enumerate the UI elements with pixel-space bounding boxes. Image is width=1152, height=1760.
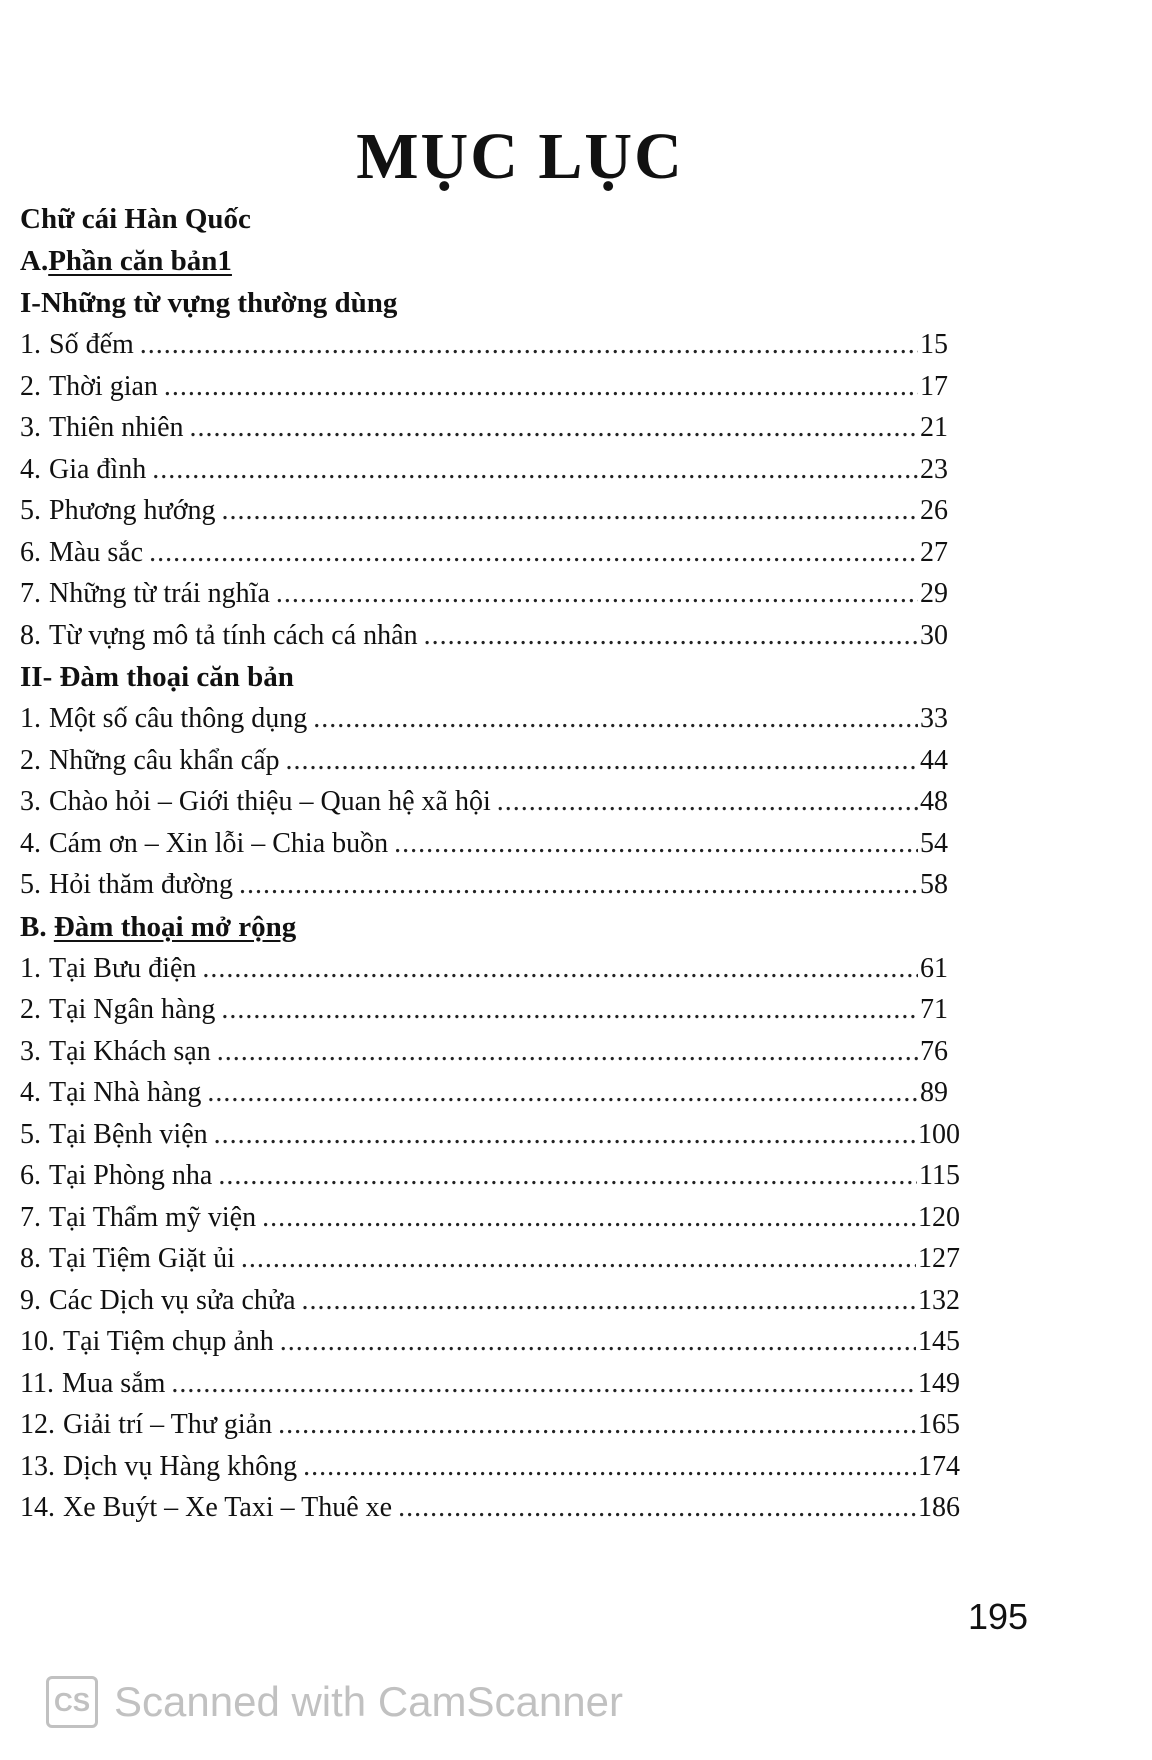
entry-label: Màu sắc: [49, 536, 144, 568]
dot-leader: [202, 948, 918, 990]
dot-leader: [286, 740, 918, 782]
dot-leader: [218, 1155, 917, 1197]
entry-label: Những câu khẩn cấp: [49, 744, 280, 776]
entry-label: Dịch vụ Hàng không: [63, 1450, 298, 1482]
toc-entry: [20, 1072, 960, 1114]
toc-entry: [20, 1031, 960, 1073]
dot-leader: [214, 1114, 916, 1156]
entry-label: Thời gian: [49, 370, 158, 402]
section-heading-text: Phần căn bản1: [48, 245, 232, 277]
dot-leader: [313, 698, 918, 740]
entry-page: 149: [918, 1367, 960, 1399]
entry-number: 5.: [20, 869, 41, 900]
entry-page: 127: [918, 1243, 960, 1274]
entry-label: Từ vựng mô tả tính cách cá nhân: [49, 619, 418, 651]
section-heading: [20, 198, 960, 240]
toc-entry: [20, 823, 960, 865]
entry-number: 3.: [20, 412, 41, 443]
toc-entry: [20, 1155, 960, 1197]
entry-label: Những từ trái nghĩa: [49, 578, 270, 609]
entry-label: Mua sắm: [61, 1367, 166, 1399]
toc-entry: [20, 1280, 960, 1322]
toc-entry: [20, 490, 960, 532]
toc-entry: [20, 366, 960, 408]
entry-page: 76: [920, 1035, 948, 1067]
entry-label: Thiên nhiên: [49, 412, 184, 443]
dot-leader: [303, 1446, 916, 1488]
section-heading: [20, 240, 960, 282]
entry-page: 89: [920, 1077, 948, 1108]
entry-page: 17: [920, 370, 948, 402]
entry-label: Tại Nhà hàng: [49, 1077, 202, 1108]
dot-leader: [262, 1197, 916, 1239]
entry-page: 30: [920, 619, 948, 651]
entry-number: 3.: [20, 1035, 41, 1067]
section-prefix: A.: [20, 245, 49, 277]
toc-entry: [20, 948, 960, 990]
entry-page: 186: [918, 1492, 960, 1523]
entry-number: 7.: [20, 578, 41, 609]
entry-number: 6.: [20, 1160, 41, 1191]
section-heading: [20, 656, 960, 698]
toc-entry: [20, 1197, 960, 1239]
entry-number: 5.: [20, 1118, 41, 1150]
entry-label: Xe Buýt – Xe Taxi – Thuê xe: [63, 1492, 393, 1523]
entry-label: Tại Thẩm mỹ viện: [49, 1201, 257, 1233]
entry-number: 14.: [20, 1492, 55, 1523]
entry-label: Giải trí – Thư giản: [63, 1409, 273, 1440]
dot-leader: [276, 573, 918, 615]
entry-page: 29: [920, 578, 948, 609]
entry-number: 13.: [20, 1450, 55, 1482]
dot-leader: [398, 1487, 916, 1529]
toc-entry: [20, 573, 960, 615]
watermark-text: Scanned with CamScanner: [114, 1678, 623, 1725]
entry-number: 3.: [20, 786, 41, 817]
entry-label: Cám ơn – Xin lỗi – Chia buồn: [49, 827, 389, 859]
entry-number: 8.: [20, 1243, 41, 1274]
entry-page: 27: [920, 536, 948, 568]
entry-page: 132: [918, 1284, 960, 1316]
table-of-contents: [20, 198, 960, 1529]
toc-entry: [20, 698, 960, 740]
dot-leader: [140, 324, 918, 366]
entry-number: 4.: [20, 453, 41, 485]
camscanner-logo-icon: CS: [46, 1676, 98, 1728]
entry-number: 2.: [20, 994, 41, 1025]
entry-number: 11.: [20, 1367, 54, 1399]
dot-leader: [164, 366, 918, 408]
page-number: 195: [968, 1596, 1029, 1637]
toc-entry: [20, 1114, 960, 1156]
entry-page: 165: [918, 1409, 960, 1440]
toc-entry: [20, 532, 960, 574]
dot-leader: [149, 532, 918, 574]
entry-number: 4.: [20, 827, 41, 859]
dot-leader: [497, 781, 918, 823]
toc-entry: [20, 324, 960, 366]
dot-leader: [217, 1031, 918, 1073]
entry-page: 54: [920, 827, 948, 859]
camscanner-watermark: [46, 1676, 623, 1728]
entry-page: 71: [920, 994, 948, 1025]
entry-number: 7.: [20, 1201, 41, 1233]
dot-leader: [241, 1238, 916, 1280]
entry-number: 6.: [20, 536, 41, 568]
entry-number: 2.: [20, 370, 41, 402]
toc-entry: [20, 864, 960, 906]
dot-leader: [239, 864, 918, 906]
entry-label: Tại Tiệm chụp ảnh: [63, 1326, 274, 1357]
toc-entry: [20, 781, 960, 823]
toc-entry: [20, 1487, 960, 1529]
dot-leader: [171, 1363, 916, 1405]
dot-leader: [152, 449, 918, 491]
entry-label: Số đếm: [49, 329, 134, 360]
entry-label: Tại Bưu điện: [49, 952, 197, 984]
toc-entry: [20, 1404, 960, 1446]
dot-leader: [280, 1321, 916, 1363]
entry-number: 10.: [20, 1326, 55, 1357]
entry-label: Tại Khách sạn: [49, 1035, 211, 1067]
entry-number: 2.: [20, 744, 41, 776]
toc-entry: [20, 1363, 960, 1405]
toc-entry: [20, 1321, 960, 1363]
entry-number: 5.: [20, 495, 41, 526]
entry-number: 1.: [20, 703, 41, 734]
dot-leader: [190, 407, 918, 449]
toc-entry: [20, 1446, 960, 1488]
entry-label: Một số câu thông dụng: [49, 703, 308, 734]
section-heading-text: II- Đàm thoại căn bản: [20, 661, 294, 693]
entry-page: 115: [919, 1160, 960, 1191]
section-prefix: B.: [20, 910, 54, 943]
section-heading-text: I-Những từ vựng thường dùng: [20, 287, 398, 319]
toc-entry: [20, 407, 960, 449]
dot-leader: [394, 823, 918, 865]
entry-page: 100: [918, 1118, 960, 1150]
entry-page: 15: [920, 329, 948, 360]
entry-number: 1.: [20, 329, 41, 360]
dot-leader: [424, 615, 918, 657]
entry-number: 4.: [20, 1077, 41, 1108]
entry-label: Tại Bệnh viện: [49, 1118, 208, 1150]
entry-page: 120: [918, 1201, 960, 1233]
toc-entry: [20, 615, 960, 657]
page-title: MỤC LỤC: [356, 120, 684, 193]
entry-page: 21: [920, 412, 948, 443]
dot-leader: [222, 490, 918, 532]
entry-page: 58: [920, 869, 948, 900]
entry-page: 145: [918, 1326, 960, 1357]
entry-number: 9.: [20, 1284, 41, 1316]
entry-label: Tại Ngân hàng: [49, 994, 216, 1025]
entry-page: 33: [920, 703, 948, 734]
entry-label: Hỏi thăm đường: [49, 869, 233, 900]
entry-page: 61: [920, 952, 948, 984]
toc-entry: [20, 449, 960, 491]
entry-page: 23: [920, 453, 948, 485]
entry-label: Tại Phòng nha: [49, 1160, 213, 1191]
section-heading-text: Chữ cái Hàn Quốc: [20, 203, 251, 235]
section-heading: [20, 906, 960, 948]
dot-leader: [207, 1072, 918, 1114]
entry-page: 174: [918, 1450, 960, 1482]
entry-page: 26: [920, 495, 948, 526]
section-heading-text: Đàm thoại mở rộng: [53, 910, 297, 943]
entry-number: 1.: [20, 952, 41, 984]
entry-page: 44: [920, 744, 948, 776]
entry-label: Phương hướng: [49, 495, 216, 526]
dot-leader: [221, 989, 918, 1031]
toc-entry: [20, 989, 960, 1031]
toc-entry: [20, 1238, 960, 1280]
dot-leader: [278, 1404, 916, 1446]
entry-page: 48: [920, 786, 948, 817]
toc-entry: [20, 740, 960, 782]
entry-number: 12.: [20, 1409, 55, 1440]
entry-number: 8.: [20, 619, 41, 651]
dot-leader: [302, 1280, 917, 1322]
section-heading: [20, 282, 960, 324]
entry-label: Tại Tiệm Giặt ủi: [49, 1243, 235, 1274]
entry-label: Các Dịch vụ sửa chửa: [49, 1284, 296, 1316]
entry-label: Chào hỏi – Giới thiệu – Quan hệ xã hội: [49, 786, 491, 817]
entry-label: Gia đình: [49, 453, 147, 485]
